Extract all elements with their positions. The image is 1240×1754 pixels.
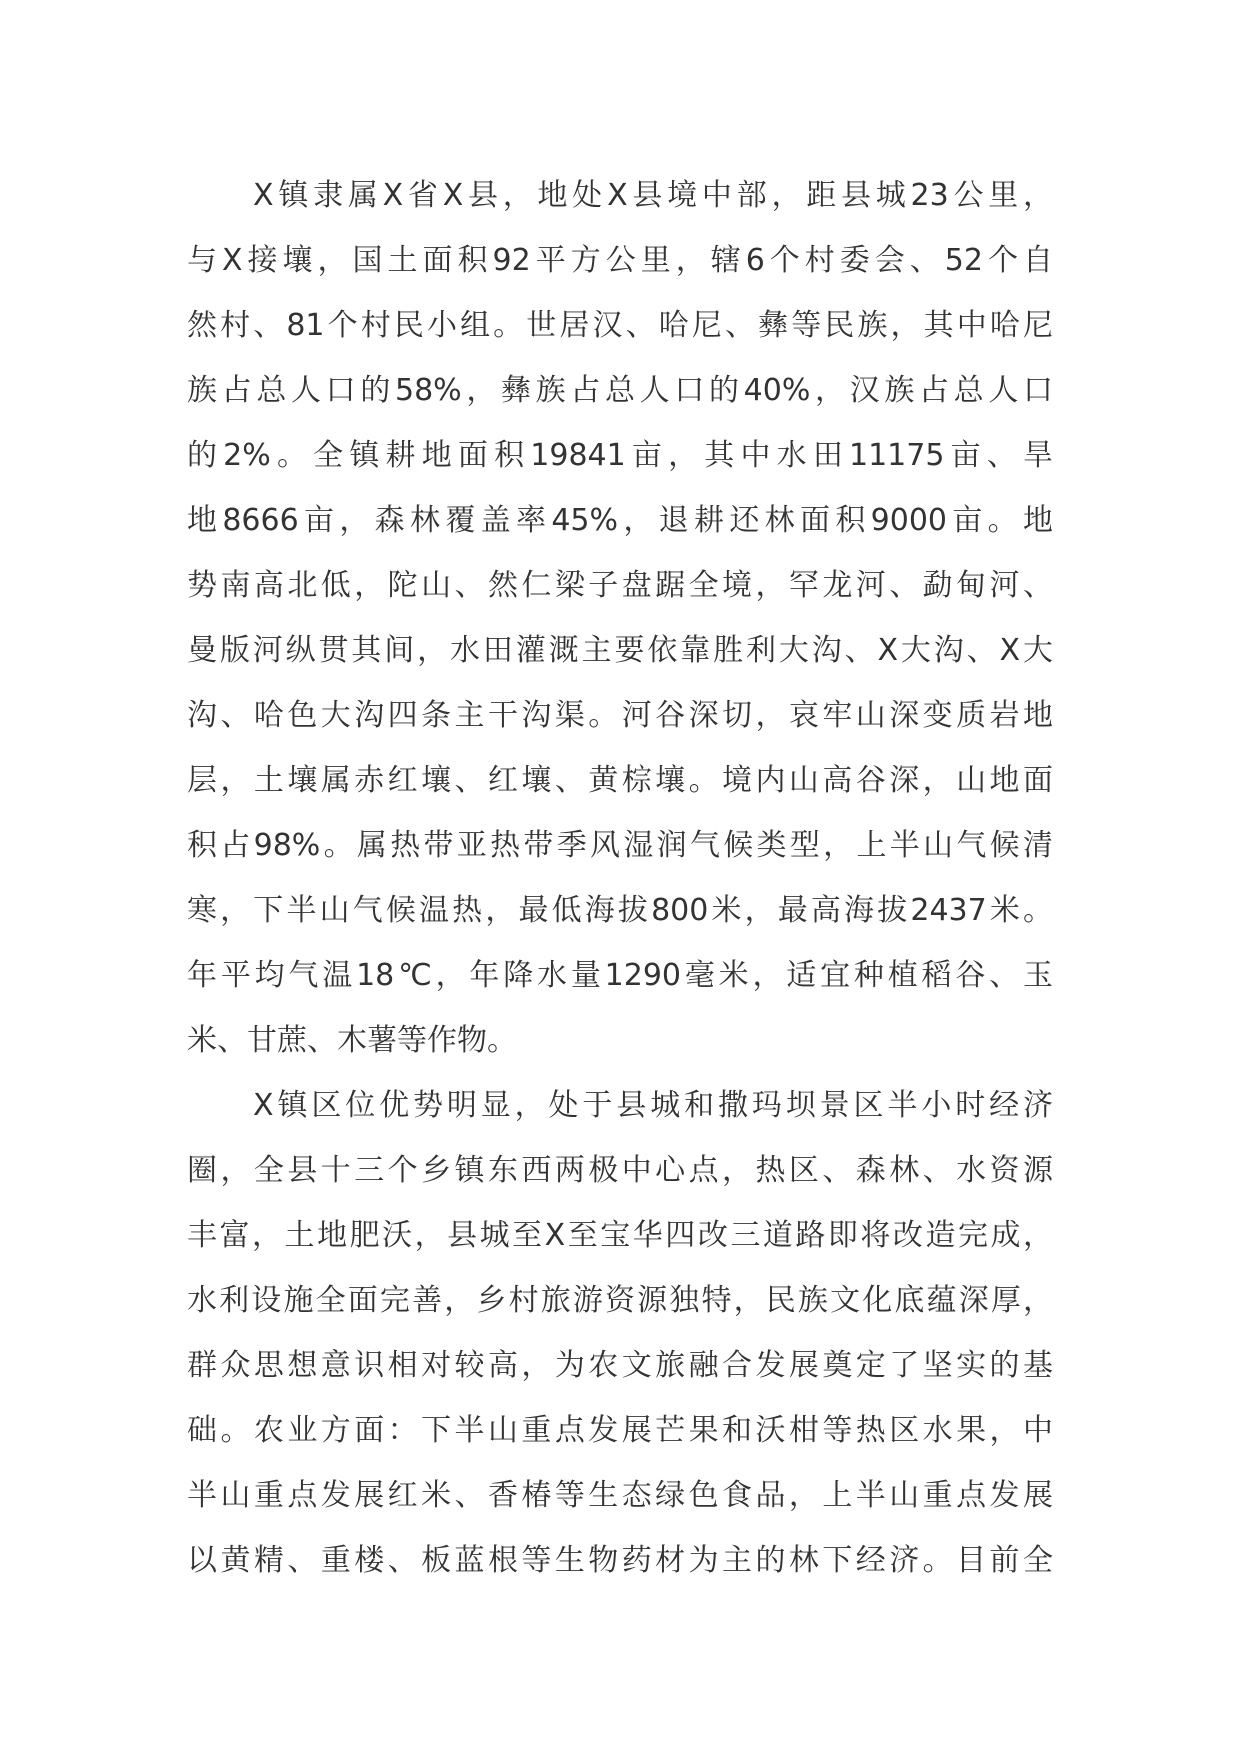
paragraph-line: 群众思想意识相对较高，为农文旅融合发展奠定了坚实的基	[187, 1348, 1053, 1383]
paragraph-line: 层，土壤属赤红壤、红壤、黄棕壤。境内山高谷深，山地面	[187, 763, 1053, 798]
paragraph-line: 础。农业方面：下半山重点发展芒果和沃柑等热区水果，中	[187, 1413, 1053, 1448]
paragraph-line: 以黄精、重楼、板蓝根等生物药材为主的林下经济。目前全	[187, 1543, 1053, 1578]
paragraph-line: 势南高北低，陀山、然仁梁子盘踞全境，罕龙河、勐甸河、	[187, 568, 1053, 603]
paragraph-line: 然村、81个村民小组。世居汉、哈尼、彝等民族，其中哈尼	[187, 308, 1053, 343]
paragraph-2	[187, 1073, 1053, 1593]
paragraph-line: 的2%。全镇耕地面积19841亩，其中水田11175亩、旱	[187, 438, 1053, 473]
paragraph-line: 寒，下半山气候温热，最低海拔800米，最高海拔2437米。	[187, 893, 1053, 928]
paragraph-line: 丰富，土地肥沃，县城至X至宝华四改三道路即将改造完成，	[187, 1218, 1053, 1253]
paragraph-line: 半山重点发展红米、香椿等生态绿色食品，上半山重点发展	[187, 1478, 1053, 1513]
paragraph-line: X镇区位优势明显，处于县城和撒玛坝景区半小时经济	[253, 1088, 1053, 1123]
paragraph-line: 族占总人口的58%，彝族占总人口的40%，汉族占总人口	[187, 373, 1053, 408]
paragraph-line: 沟、哈色大沟四条主干沟渠。河谷深切，哀牢山深变质岩地	[187, 698, 1053, 733]
paragraph-line: 圈，全县十三个乡镇东西两极中心点，热区、森林、水资源	[187, 1153, 1053, 1188]
document-body	[187, 163, 1053, 1593]
paragraph-line: 水利设施全面完善，乡村旅游资源独特，民族文化底蕴深厚，	[187, 1283, 1053, 1318]
paragraph-line: 米、甘蔗、木薯等作物。	[187, 1023, 517, 1058]
paragraph-line: 积占98%。属热带亚热带季风湿润气候类型，上半山气候清	[187, 828, 1053, 863]
paragraph-1	[187, 163, 1053, 1073]
paragraph-line: 曼版河纵贯其间，水田灌溉主要依靠胜利大沟、X大沟、X大	[187, 633, 1053, 668]
paragraph-line: X镇隶属X省X县，地处X县境中部，距县城23公里，	[253, 178, 1053, 213]
paragraph-line: 年平均气温18℃，年降水量1290毫米，适宜种植稻谷、玉	[187, 958, 1053, 993]
paragraph-line: 地8666亩，森林覆盖率45%，退耕还林面积9000亩。地	[187, 503, 1053, 538]
paragraph-line: 与X接壤，国土面积92平方公里，辖6个村委会、52个自	[187, 243, 1053, 278]
